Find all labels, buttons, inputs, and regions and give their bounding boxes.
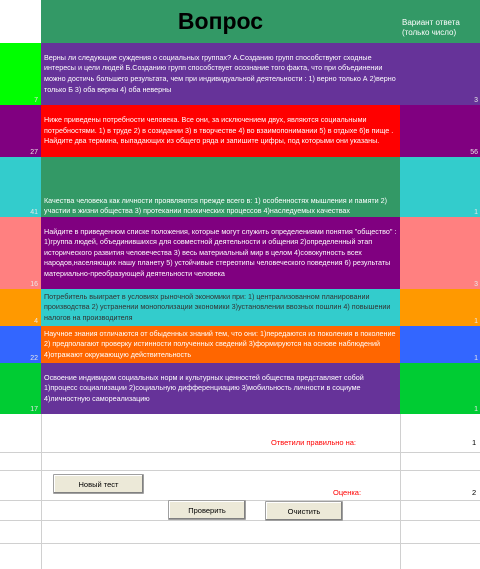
correct-count-value: 1: [472, 438, 477, 447]
question-number: 41: [30, 209, 38, 216]
question-number-cell: [0, 363, 41, 414]
question-number-cell: [0, 43, 41, 105]
answer-input-cell[interactable]: [400, 289, 480, 326]
question-number: 16: [30, 281, 38, 288]
grid-line: [0, 470, 480, 471]
answer-input-cell[interactable]: [400, 326, 480, 363]
grid-line: [0, 520, 480, 521]
grade-value: 2: [472, 488, 477, 497]
answer-input-cell[interactable]: [400, 105, 480, 157]
header-corner: [0, 0, 41, 43]
header-title-cell: [41, 0, 400, 43]
question-row: [0, 217, 480, 289]
page-title: Вопрос: [177, 8, 264, 34]
clear-button[interactable]: Очистить: [265, 501, 343, 521]
question-text-cell: [41, 43, 400, 105]
question-number: 17: [30, 406, 38, 413]
question-text: Ниже приведены потребности человека. Все они, за исключением двух, являются социальными потребностями. 1) в труде 2) в созидании 3) в творчестве 4) во взаимопонимании 5) в отдыхе 6)в пище . Найдите два термина, выпадающих из общего ряда и запишите цифры, под которыми они указаны.: [44, 115, 394, 146]
question-row: [0, 289, 480, 326]
question-row: [0, 105, 480, 157]
question-number: 22: [30, 355, 38, 362]
correct-count-label: Ответили правильно на:: [271, 438, 357, 447]
question-text-cell: [41, 217, 400, 289]
question-text: Потребитель выиграет в условиях рыночной экономики при: 1) централизованном планировании производства 2) устранении монополизации экономики 3)установлении ввозных пошлин 4) повышении налогов на производителя: [44, 291, 391, 322]
question-number: 4: [34, 318, 38, 325]
question-number-cell: [0, 289, 41, 326]
answer-value[interactable]: 3: [474, 97, 478, 104]
answer-input-cell[interactable]: [400, 363, 480, 414]
answer-value[interactable]: 1: [474, 355, 478, 362]
question-number-cell: [0, 157, 41, 217]
question-text: Верны ли следующие суждения о социальных группах? А.Созданию групп способствуют сходные интересы и цели людей Б.Созданию групп способствует осознание того факта, что при объединении можно достичь большего результата, чем при индивидуальной деятельности : 1) верно только А 2)верно только Б 3) оба верны 4) оба неверны: [44, 52, 396, 94]
new-test-button[interactable]: Новый тест: [53, 474, 144, 494]
grade-label: Оценка:: [333, 488, 362, 497]
question-number-cell: [0, 105, 41, 157]
answer-column-header: Вариант ответа (только число): [400, 0, 480, 43]
question-text: Найдите в приведенном списке положения, которые могут служить определениями понятия "общество" : 1)группа людей, объединившихся для совместной деятельности и общения 2)определенный этап исторического развития человечества 3) весь материальный мир в целом 4)совокупность всех народов,населяющих нашу планету 5) устойчивые стереотипы человеческого поведения 6) результаты материально-преобразующей деятельности человека: [44, 226, 397, 278]
grid-line: [0, 452, 480, 453]
answer-value[interactable]: 3: [474, 281, 478, 288]
question-text: Научное знания отличаются от обыденных знаний тем, что они: 1)передаются из поколения в поколение 2) предполагают проверку истинности полученных сведений 3)формируются на основе наблюдений 4)отражают окружающую действительность: [44, 328, 396, 359]
answer-value[interactable]: 1: [474, 406, 478, 413]
question-row: [0, 326, 480, 363]
grid-line: [0, 543, 480, 544]
question-number: 27: [30, 149, 38, 156]
answer-value[interactable]: 56: [470, 149, 478, 156]
answer-input-cell[interactable]: [400, 157, 480, 217]
answer-input-cell[interactable]: [400, 43, 480, 105]
question-text-cell: [41, 289, 400, 326]
check-button[interactable]: Проверить: [168, 500, 246, 520]
answer-value[interactable]: 1: [474, 318, 478, 325]
answer-input-cell[interactable]: [400, 217, 480, 289]
answer-value[interactable]: 1: [474, 209, 478, 216]
question-text: Качества человека как личности проявляются прежде всего в: 1) особенностях мышления и памяти 2) участии в жизни общества 3) протекании психических процессов 4)наследуемых качествах: [44, 195, 388, 216]
question-text-cell: [41, 363, 400, 414]
question-text-cell: [41, 157, 400, 217]
question-number: 7: [34, 97, 38, 104]
question-text-cell: [41, 105, 400, 157]
question-text: Освоение индивидом социальных норм и культурных ценностей общества представляет собой 1)процесс социализации 2)социальную дифференциацию 3)мобильность личности в социуме 4)личностную самореализацию: [44, 372, 364, 403]
question-row: [0, 43, 480, 105]
question-number-cell: [0, 217, 41, 289]
question-text-cell: [41, 326, 400, 363]
question-row: [0, 157, 480, 217]
question-number-cell: [0, 326, 41, 363]
question-row: [0, 363, 480, 414]
